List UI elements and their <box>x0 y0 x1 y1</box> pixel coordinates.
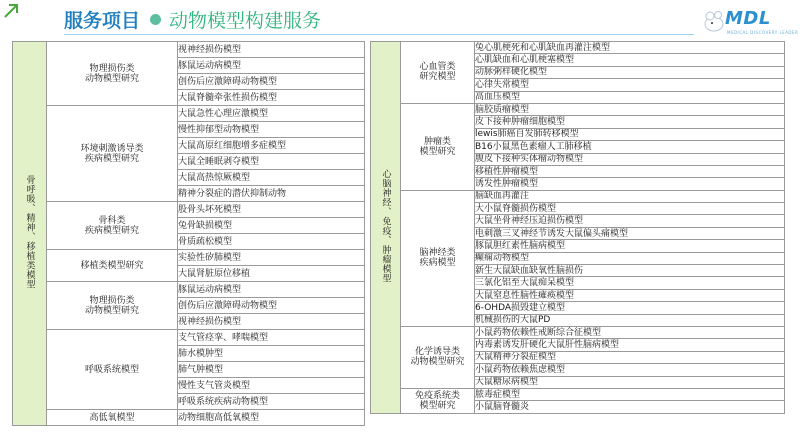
subcategory-label: 高低氧模型 <box>89 412 135 423</box>
table-row <box>13 282 365 298</box>
model-item: 小鼠药物依赖焦虑模型 <box>475 364 785 376</box>
subcategory-cell <box>401 388 475 413</box>
subcategory-label: 脑神经类 <box>419 248 456 259</box>
right-model-table <box>370 41 785 414</box>
model-item: 大鼠肾脏原位移植 <box>178 266 365 282</box>
table-row <box>13 410 365 426</box>
subcategory-cell <box>47 42 178 106</box>
subcategory-cell <box>401 42 475 104</box>
model-item: 大鼠窒息性脑性瘫痪模型 <box>475 289 785 301</box>
category-cell <box>13 42 47 426</box>
mouse-logo-icon <box>703 9 727 33</box>
model-item: 豚鼠胆红素性脑病模型 <box>475 240 785 252</box>
logo-text: MDL <box>725 8 771 29</box>
subcategory-label: 动物模型研究 <box>410 357 465 368</box>
subcategory-label: 环境刺激诱导类 <box>80 143 144 154</box>
subcategory-cell <box>47 330 178 410</box>
model-item: 肺水模肿型 <box>178 346 365 362</box>
subcategory-cell <box>401 103 475 190</box>
model-item: 大鼠急性心理应激模型 <box>178 106 365 122</box>
model-item: 大鼠全睡眠剥夺模型 <box>178 154 365 170</box>
subcategory-label: 心血管类 <box>419 62 456 73</box>
title-divider <box>64 34 694 35</box>
category-cell <box>371 42 401 414</box>
model-item: 大鼠高原红细胞增多症模型 <box>178 138 365 154</box>
model-item: 腹皮下接种实体瘤动物模型 <box>475 153 785 165</box>
model-item: 骨质疏松模型 <box>178 234 365 250</box>
model-item: 大鼠脊髓牵张性损伤模型 <box>178 90 365 106</box>
subcategory-label: 物理损伤类 <box>89 63 135 74</box>
subcategory-label: 物理损伤类 <box>89 295 135 306</box>
model-item: 内毒素诱发肝硬化大鼠肝性脑病模型 <box>475 339 785 351</box>
model-item: 肺气肿模型 <box>178 362 365 378</box>
model-item: 心律失常模型 <box>475 79 785 91</box>
model-item: 大鼠精神分裂症模型 <box>475 351 785 363</box>
subcategory-label: 动物模型研究 <box>84 73 139 84</box>
model-item: 移植性肿瘤模型 <box>475 165 785 177</box>
subcategory-cell <box>47 202 178 250</box>
company-logo <box>703 8 799 39</box>
model-item: 创伤后应激障碍动物模型 <box>178 298 365 314</box>
subcategory-label: 模型研究 <box>419 400 456 411</box>
title-main: 服务项目 <box>64 9 141 32</box>
subcategory-cell <box>401 190 475 326</box>
model-item: 新生大鼠缺血缺氧性脑损伤 <box>475 265 785 277</box>
model-item: 呼吸系统疾病动物模型 <box>178 394 365 410</box>
model-item: 6-OHDA损毁建立模型 <box>475 302 785 314</box>
model-item: 大鼠糖尿病模型 <box>475 376 785 388</box>
model-item: 脑胶质瘤模型 <box>475 103 785 115</box>
left-model-table <box>12 41 365 426</box>
subcategory-cell <box>47 106 178 202</box>
model-item: 大小鼠脊髓损伤模型 <box>475 203 785 215</box>
model-item: 大鼠高热惊厥模型 <box>178 170 365 186</box>
model-item: 兔心肌梗死和心肌缺血再灌注模型 <box>475 42 785 54</box>
model-item: 诱发性肿瘤模型 <box>475 178 785 190</box>
table-row <box>13 250 365 266</box>
model-item: 视神经损伤模型 <box>178 42 365 58</box>
model-item: 三氯化铝至大鼠痴呆模型 <box>475 277 785 289</box>
category-label: 心脑神经、免疫、肿瘤模型 <box>380 168 391 283</box>
model-item: 小鼠脑脊髓炎 <box>475 401 785 413</box>
model-item: 小鼠药物依赖性戒断综合征模型 <box>475 326 785 338</box>
model-item: 电刺激三叉神经节诱发大鼠偏头痛模型 <box>475 227 785 239</box>
subcategory-label: 疾病模型研究 <box>84 225 139 236</box>
table-row <box>371 42 785 54</box>
model-item: 大鼠坐骨神经压迫损伤模型 <box>475 215 785 227</box>
subcategory-label: 骨科类 <box>98 215 126 226</box>
model-item: 癫痫动物模型 <box>475 252 785 264</box>
model-item: 脓毒症模型 <box>475 388 785 400</box>
subcategory-label: 疾病模型研究 <box>84 153 139 164</box>
subcategory-cell <box>47 410 178 426</box>
subcategory-label: 研究模型 <box>419 72 456 83</box>
subcategory-label: 化学诱导类 <box>414 347 460 358</box>
corner-arrow-icon <box>4 4 18 18</box>
subcategory-label: 模型研究 <box>419 146 456 157</box>
model-item: 动物细胞高低氧模型 <box>178 410 365 426</box>
model-item: 皮下接种肿瘤细胞模型 <box>475 116 785 128</box>
category-label: 骨呼吸、精神、移植类模型 <box>24 175 35 289</box>
model-item: 股骨头坏死模型 <box>178 202 365 218</box>
table-row <box>371 103 785 115</box>
subcategory-label: 动物模型研究 <box>84 305 139 316</box>
table-row <box>13 106 365 122</box>
title-subtitle: 动物模型构建服务 <box>169 9 322 32</box>
model-item: 创伤后应激障碍动物模型 <box>178 74 365 90</box>
model-item: 支气管痉挛、哮喘模型 <box>178 330 365 346</box>
model-item: 脑缺血再灌注 <box>475 190 785 202</box>
model-item: 豚鼠运动病模型 <box>178 282 365 298</box>
title-bullet-icon <box>150 14 161 25</box>
subcategory-cell <box>47 250 178 282</box>
model-item: B16小鼠黑色素瘤人工肺移植 <box>475 141 785 153</box>
model-item: 慢性抑郁型动物模型 <box>178 122 365 138</box>
subcategory-label: 免疫系统类 <box>414 390 460 401</box>
logo-tagline: MEDICAL DISCOVERY LEADER <box>727 30 799 35</box>
subcategory-cell <box>47 282 178 330</box>
model-item: 精神分裂症的潜伏抑制动物 <box>178 186 365 202</box>
model-item: 机械损伤的大鼠PD <box>475 314 785 326</box>
subcategory-label: 疾病模型 <box>419 258 456 269</box>
subcategory-label: 呼吸系统模型 <box>84 364 139 375</box>
table-row <box>13 330 365 346</box>
subcategory-label: 肿瘤类 <box>423 136 451 147</box>
table-row <box>13 202 365 218</box>
table-row <box>13 42 365 58</box>
subcategory-label: 移植类模型研究 <box>80 260 144 271</box>
model-item: 高血压模型 <box>475 91 785 103</box>
table-row <box>371 388 785 400</box>
model-item: 豚鼠运动病模型 <box>178 58 365 74</box>
table-row <box>371 190 785 202</box>
model-item: 兔骨缺损模型 <box>178 218 365 234</box>
model-item: 慢性支气管炎模型 <box>178 378 365 394</box>
model-item: 动脉粥样硬化模型 <box>475 66 785 78</box>
model-item: 实验性矽肺模型 <box>178 250 365 266</box>
table-row <box>371 326 785 338</box>
model-item: lewis肺癌自发肺转移模型 <box>475 128 785 140</box>
subcategory-cell <box>401 326 475 388</box>
model-item: 心肌缺血和心肌梗塞模型 <box>475 54 785 66</box>
model-item: 视神经损伤模型 <box>178 314 365 330</box>
page-title <box>64 6 321 32</box>
